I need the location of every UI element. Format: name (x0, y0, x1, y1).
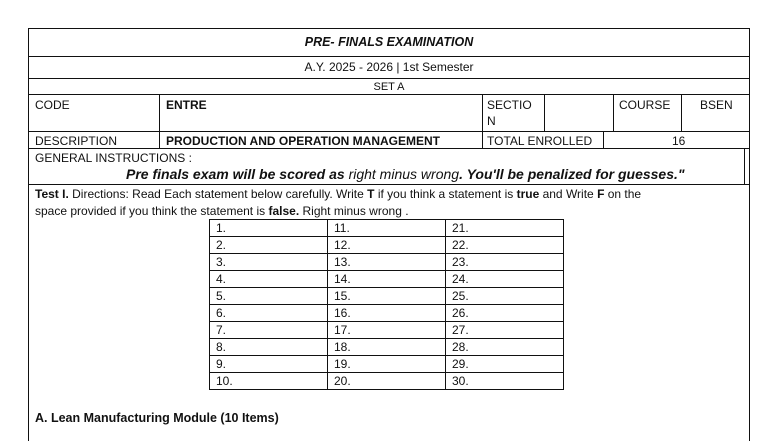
section-a-heading: A. Lean Manufacturing Module (10 Items) (35, 411, 279, 425)
rule (28, 184, 750, 185)
answer-cell[interactable]: 17. (328, 322, 446, 339)
course-value: BSEN (700, 98, 733, 112)
answer-cell[interactable]: 16. (328, 305, 446, 322)
answer-cell[interactable]: 20. (328, 373, 446, 390)
test1-directions: Test I. Directions: Read Each statement below carefully. Write T if you think a statement is true and Write F on the (35, 187, 642, 201)
rule (482, 94, 483, 148)
description-label: DESCRIPTION (35, 134, 118, 148)
course-label: COURSE (619, 98, 671, 112)
rule (28, 78, 750, 79)
answer-cell[interactable]: 1. (210, 220, 328, 237)
test1-directions-cont: space provided if you think the statement is false. Right minus wrong . (35, 204, 409, 218)
table-row (210, 237, 564, 254)
table-row (210, 305, 564, 322)
answer-cell[interactable]: 26. (446, 305, 564, 322)
rule (603, 131, 604, 148)
answer-cell[interactable]: 24. (446, 271, 564, 288)
table-row (210, 220, 564, 237)
rule (28, 28, 750, 29)
total-enrolled-label: TOTAL ENROLLED (487, 134, 593, 148)
rule (681, 94, 682, 131)
answer-cell[interactable]: 2. (210, 237, 328, 254)
rule (28, 94, 750, 95)
exam-set: SET A (373, 81, 405, 93)
answer-cell[interactable]: 12. (328, 237, 446, 254)
rule (28, 56, 750, 57)
answer-cell[interactable]: 27. (446, 322, 564, 339)
instructions-label: GENERAL INSTRUCTIONS : (35, 151, 192, 165)
answer-cell[interactable]: 21. (446, 220, 564, 237)
answer-cell[interactable]: 10. (210, 373, 328, 390)
table-row (210, 271, 564, 288)
answer-cell[interactable]: 29. (446, 356, 564, 373)
answer-cell[interactable]: 25. (446, 288, 564, 305)
rule (28, 148, 750, 149)
rule (159, 94, 160, 148)
rule (613, 94, 614, 131)
answer-cell[interactable]: 11. (328, 220, 446, 237)
rule (744, 148, 745, 184)
answer-cell[interactable]: 30. (446, 373, 564, 390)
table-row (210, 339, 564, 356)
exam-title: PRE- FINALS EXAMINATION (304, 35, 474, 49)
answer-cell[interactable]: 6. (210, 305, 328, 322)
academic-year: A.Y. 2025 - 2026 | 1st Semester (304, 60, 474, 74)
table-row (210, 356, 564, 373)
answer-cell[interactable]: 23. (446, 254, 564, 271)
answer-cell[interactable]: 9. (210, 356, 328, 373)
table-row (210, 288, 564, 305)
code-value: ENTRE (166, 98, 207, 112)
rule (544, 94, 545, 131)
answer-table (209, 219, 564, 390)
instructions-text: Pre finals exam will be scored as right minus wrong. You'll be penalized for guesses." (126, 166, 685, 182)
answer-cell[interactable]: 4. (210, 271, 328, 288)
table-row (210, 373, 564, 390)
answer-cell[interactable]: 15. (328, 288, 446, 305)
answer-cell[interactable]: 7. (210, 322, 328, 339)
answer-cell[interactable]: 18. (328, 339, 446, 356)
answer-cell[interactable]: 3. (210, 254, 328, 271)
table-row (210, 322, 564, 339)
description-value: PRODUCTION AND OPERATION MANAGEMENT (166, 134, 440, 148)
answer-cell[interactable]: 13. (328, 254, 446, 271)
answer-cell[interactable]: 8. (210, 339, 328, 356)
answer-cell[interactable]: 19. (328, 356, 446, 373)
answer-cell[interactable]: 5. (210, 288, 328, 305)
section-label: SECTIO (487, 98, 532, 112)
code-label: CODE (35, 98, 70, 112)
answer-cell[interactable]: 22. (446, 237, 564, 254)
answer-cell[interactable]: 14. (328, 271, 446, 288)
answer-cell[interactable]: 28. (446, 339, 564, 356)
total-enrolled-value: 16 (672, 134, 686, 148)
rule (28, 131, 750, 132)
table-row (210, 254, 564, 271)
section-label-wrap: N (487, 114, 496, 128)
